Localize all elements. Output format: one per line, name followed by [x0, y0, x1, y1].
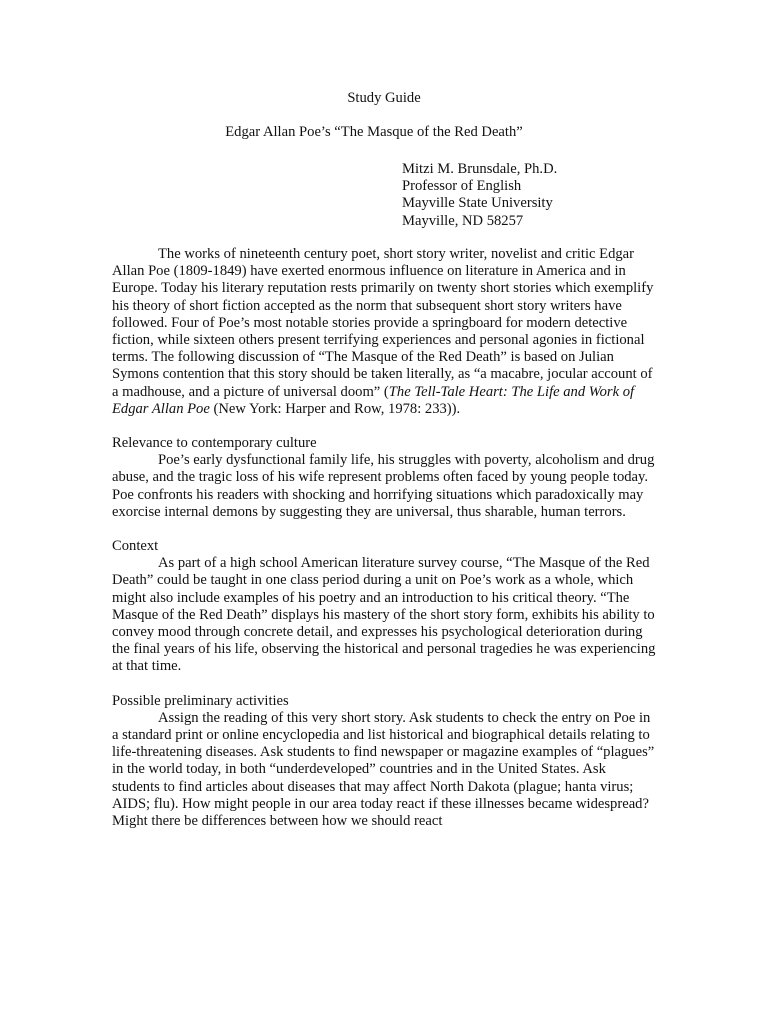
- section-body-activities: Assign the reading of this very short story. Ask students to check the entry on Poe in a standard print or online encyclopedia and list historical and biographical details relating to life-threatening diseases. Ask students to find newspaper or magazine examples of “plagues” in the world today, in both “underdeveloped” countries and in the United States. Ask students to find articles about diseases that may affect North Dakota (plague; hanta virus; AIDS; flu). How might people in our area today react if these illnesses became widespread? Might there be differences between how we should react: [112, 709, 655, 830]
- author-block: [402, 161, 557, 230]
- section-body-context: As part of a high school American literature survey course, “The Masque of the Red Death” could be taught in one class period during a unit on Poe’s work as a whole, which might also include examples of his poetry and an introduction to his critical theory. “The Masque of the Red Death” displays his mastery of the short story form, exhibits his ability to convey mood through concrete detail, and expresses his psychological deterioration during the final years of his life, observing the historical and personal tragedies he was experiencing at that time.: [112, 555, 656, 675]
- document-body: [112, 246, 656, 830]
- section-heading-relevance: Relevance to contemporary culture: [112, 435, 317, 452]
- intro-text: The works of nineteenth century poet, short story writer, novelist and critic Edgar Allan Poe (1809-1849) have exerted enormous influence on literature in America and in Europe. Today his literary reputation rests primarily on twenty short stories which exemplify his theory of short fiction accepted as the norm that subsequent short story writers have followed. Four of Poe’s most notable stories provide a springboard for modern detective fiction, while sixteen others present terrifying experiences and personal agonies in fictional terms. The following discussion of “The Masque of the Red Death” is based on Julian Symons contention that this story should be taken literally, as “a macabre, jocular account of a madhouse, and a picture of universal doom” (: [112, 246, 654, 400]
- section-heading-activities: Possible preliminary activities: [112, 692, 289, 709]
- author-institution: Mayville State University: [402, 195, 553, 212]
- author-position: Professor of English: [402, 178, 522, 195]
- document-subtitle: Edgar Allan Poe’s “The Masque of the Red Death”: [225, 124, 523, 140]
- cited-book-title: The Tell-Tale Heart: The Life and Work of Edgar Allan Poe: [112, 383, 635, 417]
- section-heading-context: Context: [112, 538, 159, 555]
- section-body-relevance: Poe’s early dysfunctional family life, his struggles with poverty, alcoholism and drug abuse, and the tragic loss of his wife represent problems often faced by young people today. Poe confronts his readers with shocking and horrifying situations which paradoxically may exorcise internal demons by suggesting they are universal, thus sharable, human terrors.: [112, 452, 655, 520]
- page-title: Study Guide: [347, 90, 421, 106]
- author-name: Mitzi M. Brunsdale, Ph.D.: [402, 161, 558, 177]
- intro-citation-text: (New York: Harper and Row, 1978: 233)).: [209, 400, 461, 417]
- author-location: Mayville, ND 58257: [402, 212, 524, 229]
- intro-paragraph: [112, 246, 656, 418]
